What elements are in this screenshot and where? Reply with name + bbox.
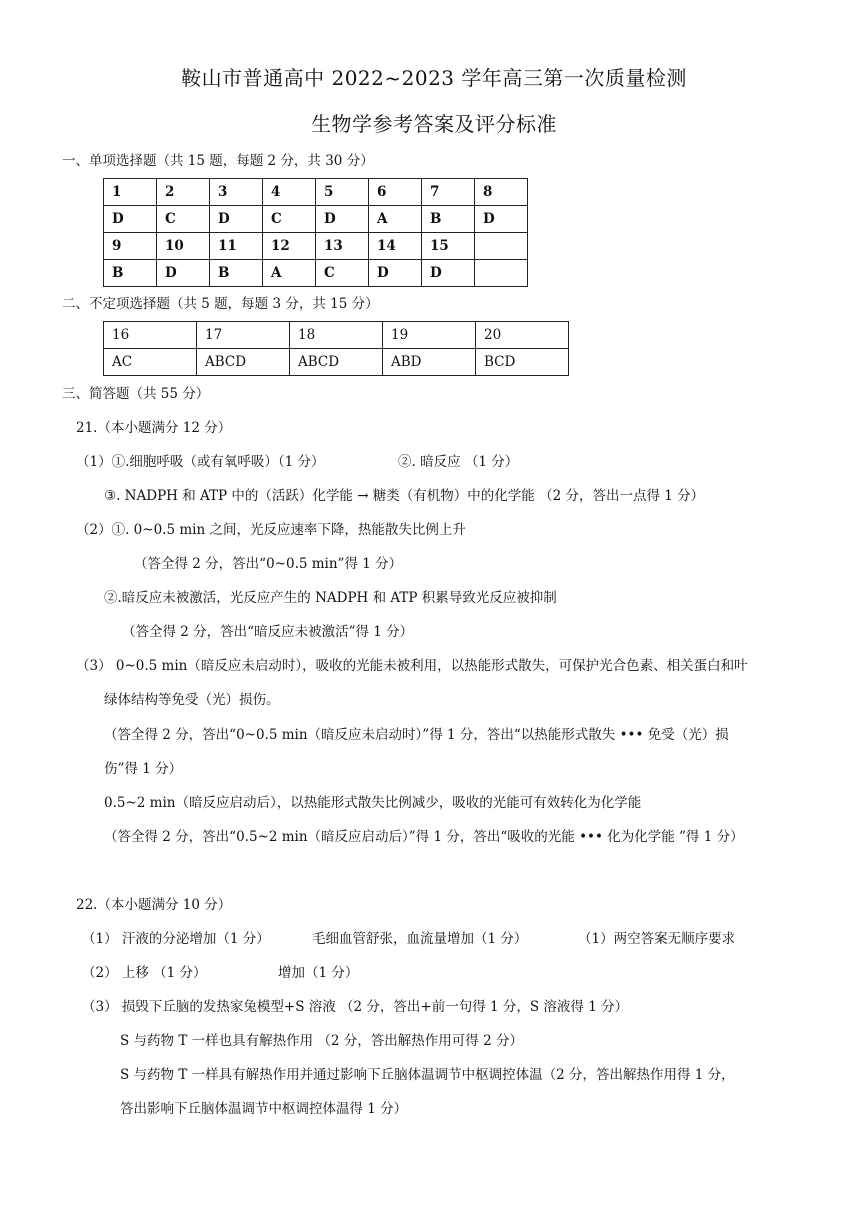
table-cell: 16: [104, 322, 197, 349]
q22-heading: 22.（本小题满分 10 分）: [76, 897, 232, 913]
table-cell: 20: [476, 322, 569, 349]
table-cell: D: [369, 260, 422, 287]
table-cell: 8: [475, 179, 528, 206]
table-cell: 12: [263, 233, 316, 260]
table-cell: D: [104, 206, 157, 233]
q21-line: （答全得 2 分，答出“0~0.5 min（暗反应未启动时）”得 1 分，答出“以热能形式散失 ••• 免受（光）损: [104, 727, 729, 743]
table-row: [104, 233, 528, 260]
table-cell: ABCD: [290, 349, 383, 376]
table-row: [104, 260, 528, 287]
q21-line: 伤”得 1 分）: [104, 761, 183, 777]
table-cell: BCD: [476, 349, 569, 376]
table-cell: C: [263, 206, 316, 233]
table-cell: 18: [290, 322, 383, 349]
table-cell: 14: [369, 233, 422, 260]
q22-line: （1） 汗液的分泌增加（1 分）: [82, 931, 270, 947]
section3-heading: 三、简答题（共 55 分）: [62, 386, 210, 402]
table-row: [104, 206, 528, 233]
table-cell: A: [369, 206, 422, 233]
q22-line: （1）两空答案无顺序要求: [578, 931, 736, 947]
q21-line: 绿体结构等免受（光）损伤。: [104, 692, 280, 708]
q21-line: （2）①. 0~0.5 min 之间，光反应速率下降，热能散失比例上升: [76, 522, 466, 538]
table-cell: B: [422, 206, 475, 233]
q21-heading: 21.（本小题满分 12 分）: [76, 420, 232, 436]
q21-line: （答全得 2 分，答出“暗反应未被激活”得 1 分）: [122, 624, 414, 640]
table-cell: 13: [316, 233, 369, 260]
table-cell: 2: [157, 179, 210, 206]
q21-line: ③. NADPH 和 ATP 中的（活跃）化学能 → 糖类（有机物）中的化学能 （2 分，答出一点得 1 分）: [104, 488, 705, 504]
table-cell: B: [104, 260, 157, 287]
q21-line: （答全得 2 分，答出“0.5~2 min（暗反应启动后）”得 1 分，答出“吸收的光能 ••• 化为化学能 ”得 1 分）: [104, 829, 744, 845]
table-cell: C: [316, 260, 369, 287]
table-cell: [475, 260, 528, 287]
table-cell: D: [475, 206, 528, 233]
section1-heading: 一、单项选择题（共 15 题，每题 2 分，共 30 分）: [62, 153, 374, 169]
table-cell: AC: [104, 349, 197, 376]
table-cell: 10: [157, 233, 210, 260]
table-row: [104, 349, 569, 376]
table-cell: C: [157, 206, 210, 233]
table-cell: 3: [210, 179, 263, 206]
table-cell: 19: [383, 322, 476, 349]
table-cell: 4: [263, 179, 316, 206]
table-cell: D: [157, 260, 210, 287]
q21-line: （答全得 2 分，答出“0~0.5 min”得 1 分）: [134, 556, 403, 572]
q21-line: （1）①.细胞呼吸（或有氧呼吸）（1 分）: [76, 454, 325, 470]
q22-line: 增加（1 分）: [278, 965, 359, 981]
table-cell: 5: [316, 179, 369, 206]
table-cell: B: [210, 260, 263, 287]
single-choice-table: [103, 178, 528, 287]
table-cell: D: [316, 206, 369, 233]
table-cell: 17: [197, 322, 290, 349]
section2-heading: 二、不定项选择题（共 5 题，每题 3 分，共 15 分）: [62, 296, 379, 312]
q22-line: （2） 上移 （1 分）: [82, 965, 207, 981]
table-cell: [475, 233, 528, 260]
table-cell: 11: [210, 233, 263, 260]
q22-line: 答出影响下丘脑体温调节中枢调控体温得 1 分）: [120, 1101, 408, 1117]
table-cell: 1: [104, 179, 157, 206]
q21-line: 0.5~2 min（暗反应启动后），以热能形式散失比例减少，吸收的光能可有效转化为化学能: [104, 795, 642, 811]
document-subtitle: 生物学参考答案及评分标准: [311, 112, 557, 136]
q21-line: ②. 暗反应 （1 分）: [398, 454, 519, 470]
multi-choice-table: [103, 321, 569, 376]
table-cell: ABD: [383, 349, 476, 376]
table-cell: A: [263, 260, 316, 287]
q22-line: 毛细血管舒张，血流量增加（1 分）: [312, 931, 528, 947]
table-cell: D: [210, 206, 263, 233]
table-cell: ABCD: [197, 349, 290, 376]
table-row: [104, 322, 569, 349]
q21-line: （3） 0~0.5 min（暗反应未启动时），吸收的光能未被利用，以热能形式散失，可保护光合色素、相关蛋白和叶: [76, 658, 748, 674]
q21-line: ②.暗反应未被激活，光反应产生的 NADPH 和 ATP 积累导致光反应被抑制: [104, 590, 557, 606]
document-title: 鞍山市普通高中 2022~2023 学年高三第一次质量检测: [181, 66, 687, 90]
q22-line: S 与药物 T 一样也具有解热作用 （2 分，答出解热作用可得 2 分）: [120, 1033, 523, 1049]
table-cell: D: [422, 260, 475, 287]
table-cell: 15: [422, 233, 475, 260]
table-row: [104, 179, 528, 206]
q22-line: （3） 损毁下丘脑的发热家兔模型+S 溶液 （2 分，答出+前一句得 1 分，S 溶液得 1 分）: [82, 999, 629, 1015]
table-cell: 9: [104, 233, 157, 260]
table-cell: 6: [369, 179, 422, 206]
table-cell: 7: [422, 179, 475, 206]
q22-line: S 与药物 T 一样具有解热作用并通过影响下丘脑体温调节中枢调控体温（2 分，答出解热作用得 1 分，: [120, 1067, 735, 1083]
